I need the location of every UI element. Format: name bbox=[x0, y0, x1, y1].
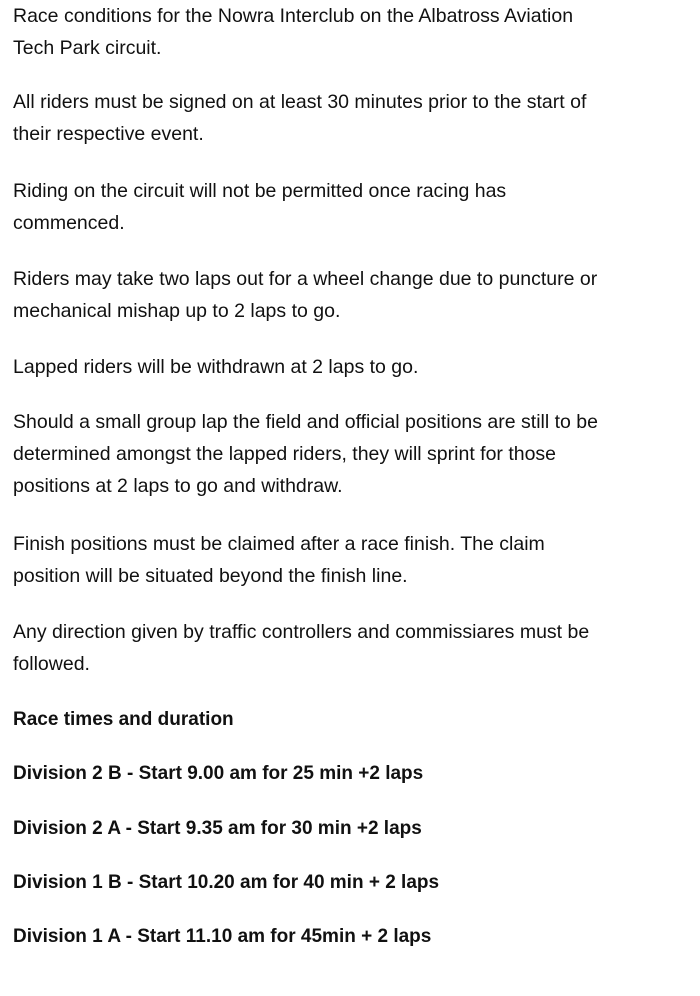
division-1a-schedule bbox=[13, 921, 431, 953]
text-line: Should a small group lap the field and official positions are still to be bbox=[13, 411, 598, 433]
text-line: determined amongst the lapped riders, they will sprint for those bbox=[13, 443, 557, 465]
paragraph-sign-on bbox=[13, 86, 586, 150]
schedule-text: Division 2 A - Start 9.35 am for 30 min +2 laps bbox=[13, 818, 422, 839]
heading-text: Race times and duration bbox=[13, 709, 234, 730]
schedule-text: Division 1 B - Start 10.20 am for 40 min + 2 laps bbox=[13, 872, 440, 893]
paragraph-directions bbox=[13, 616, 589, 680]
text-line: Lapped riders will be withdrawn at 2 laps to go. bbox=[13, 356, 419, 378]
division-2a-schedule bbox=[13, 813, 422, 845]
division-2b-schedule bbox=[13, 758, 423, 790]
paragraph-wheel-change bbox=[13, 263, 597, 327]
text-line: positions at 2 laps to go and withdraw. bbox=[13, 475, 343, 497]
paragraph-riding-on-circuit bbox=[13, 175, 506, 239]
text-line: Riding on the circuit will not be permitted once racing has bbox=[13, 180, 507, 202]
division-1b-schedule bbox=[13, 867, 439, 899]
schedule-text: Division 2 B - Start 9.00 am for 25 min +2 laps bbox=[13, 763, 424, 784]
text-line: Any direction given by traffic controllers and commissiares must be bbox=[13, 621, 590, 643]
text-line: followed. bbox=[13, 653, 90, 675]
text-line: Finish positions must be claimed after a race finish. The claim bbox=[13, 533, 545, 555]
paragraph-finish-positions bbox=[13, 528, 545, 592]
text-line: commenced. bbox=[13, 212, 125, 234]
text-line: Tech Park circuit. bbox=[13, 37, 162, 59]
text-line: their respective event. bbox=[13, 123, 204, 145]
race-times-heading bbox=[13, 704, 234, 736]
paragraph-small-group bbox=[13, 406, 598, 502]
text-line: Riders may take two laps out for a wheel change due to puncture or bbox=[13, 268, 598, 290]
text-line: All riders must be signed on at least 30 minutes prior to the start of bbox=[13, 91, 587, 113]
paragraph-race-conditions bbox=[13, 0, 573, 64]
paragraph-lapped-riders bbox=[13, 351, 418, 383]
text-line: position will be situated beyond the finish line. bbox=[13, 565, 408, 587]
schedule-text: Division 1 A - Start 11.10 am for 45min + 2 laps bbox=[13, 926, 432, 947]
text-line: Race conditions for the Nowra Interclub on the Albatross Aviation bbox=[13, 5, 574, 27]
text-line: mechanical mishap up to 2 laps to go. bbox=[13, 300, 341, 322]
